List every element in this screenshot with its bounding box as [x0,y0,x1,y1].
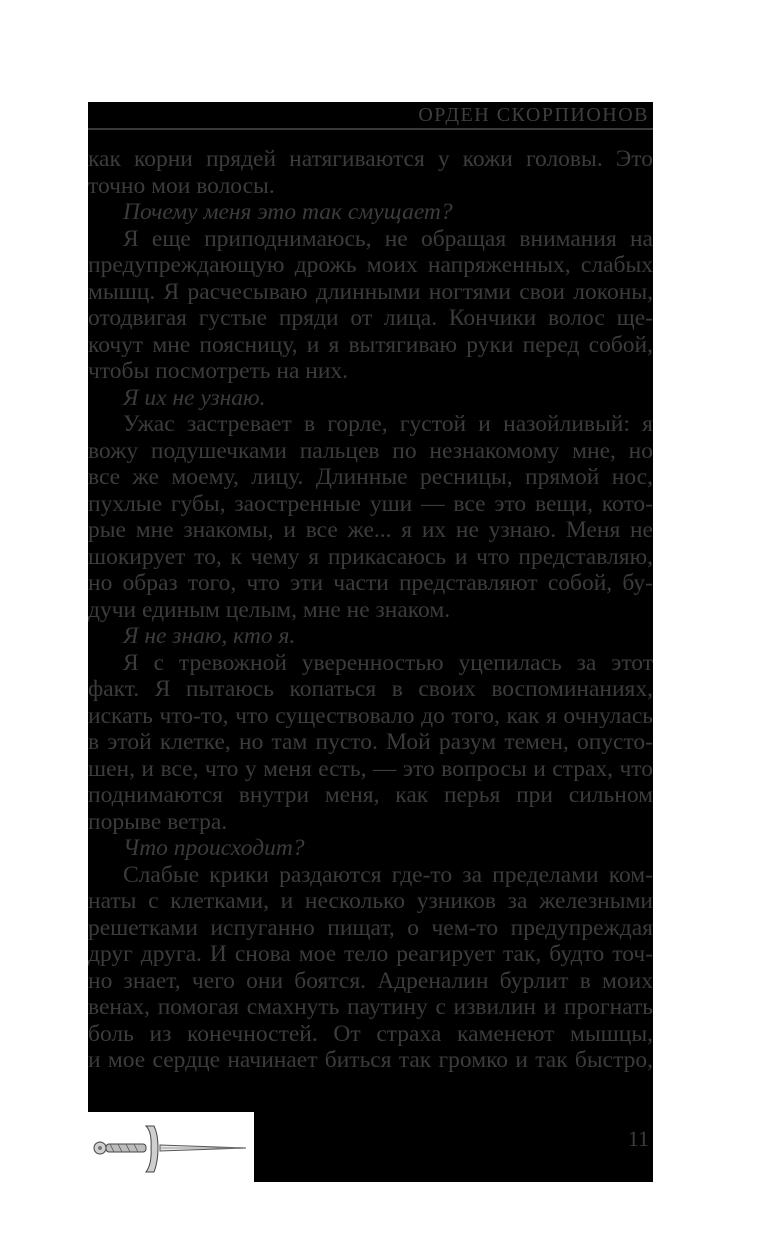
text-line: все же моему, лицу. Длинные ресницы, прямой нос, [88,464,653,490]
text-line: и мое сердце начинает биться так громко и так быстро, [88,1047,653,1073]
text-line: Ужас застревает в горле, густой и назойливый: я [123,411,653,437]
text-line: рые мне знакомы, и все же... я их не узнаю. Меня не [88,517,653,543]
text-line: вожу подушечками пальцев по незнакомому мне, но [88,437,653,464]
text-line: чтобы посмотреть на них. [88,358,349,384]
text-line: боль из конечностей. От страха каменеют мышцы, [88,1020,653,1047]
text-line: Слабые крики раздаются где-то за пределами ком- [123,861,653,888]
text-line: искать что-то, что существовало до того, как я очнулась [88,702,653,729]
text-line: решетками испуганно пищат, о чем-то предупреждая [88,914,653,941]
text-line: кочут мне поясницу, и я вытягиваю руки перед собой, [88,331,653,358]
text-line: наты с клетками, и несколько узников за железными [88,888,653,914]
text-line: в этой клетке, но там пусто. Мой разум темен, опусто- [88,729,653,755]
text-line: факт. Я пытаюсь копаться в своих воспоминаниях, [88,676,653,702]
book-page [88,102,653,1182]
text-line: но образ того, что эти части представляют собой, бу- [88,570,653,596]
italic-line: Что происходит? [123,835,305,861]
text-line: шокирует то, к чему я прикасаюсь и что представляю, [88,543,653,570]
text-line: но знает, чего они боятся. Адреналин бурлит в моих [88,967,653,994]
italic-line: Я их не узнаю. [123,384,266,411]
text-line: отодвигая густые пряди от лица. Кончики волос ще- [88,305,653,331]
ornament [88,1112,254,1182]
text-line: пухлые губы, заостренные уши — все это вещи, кото- [88,490,653,517]
text-line: точно мои волосы. [88,172,275,199]
text-line: порыве ветра. [88,808,228,835]
text-line: Я еще приподнимаюсь, не обращая внимания на [123,225,653,252]
page-number: 11 [627,1126,649,1151]
italic-line: Почему меня это так смущает? [123,199,453,225]
text-line: предупреждающую дрожь моих напряженных, слабых [88,252,653,278]
text-line: шен, и все, что у меня есть, — это вопросы и страх, что [88,755,653,782]
text-line: дучи единым целым, мне не знаком. [88,596,451,623]
header-rule [88,128,653,130]
text-line: друг друга. И снова мое тело реагирует так, будто точ- [88,941,653,967]
text-line: мышц. Я расчесываю длинными ногтями свои локоны, [88,278,653,305]
text-line: Я с тревожной уверенностью уцепилась за этот [123,649,653,676]
dagger-icon [88,1112,254,1182]
running-title: ОРДЕН СКОРПИОНОВ [418,104,649,126]
text-line: как корни прядей натягиваются у кожи головы. Это [88,146,653,172]
italic-line: Я не знаю, кто я. [123,623,296,649]
body-text [88,146,653,1074]
text-line: поднимаются внутри меня, как перья при сильном [88,782,653,808]
text-line: венах, помогая смахнуть паутину с извилин и прогнать [88,994,653,1020]
